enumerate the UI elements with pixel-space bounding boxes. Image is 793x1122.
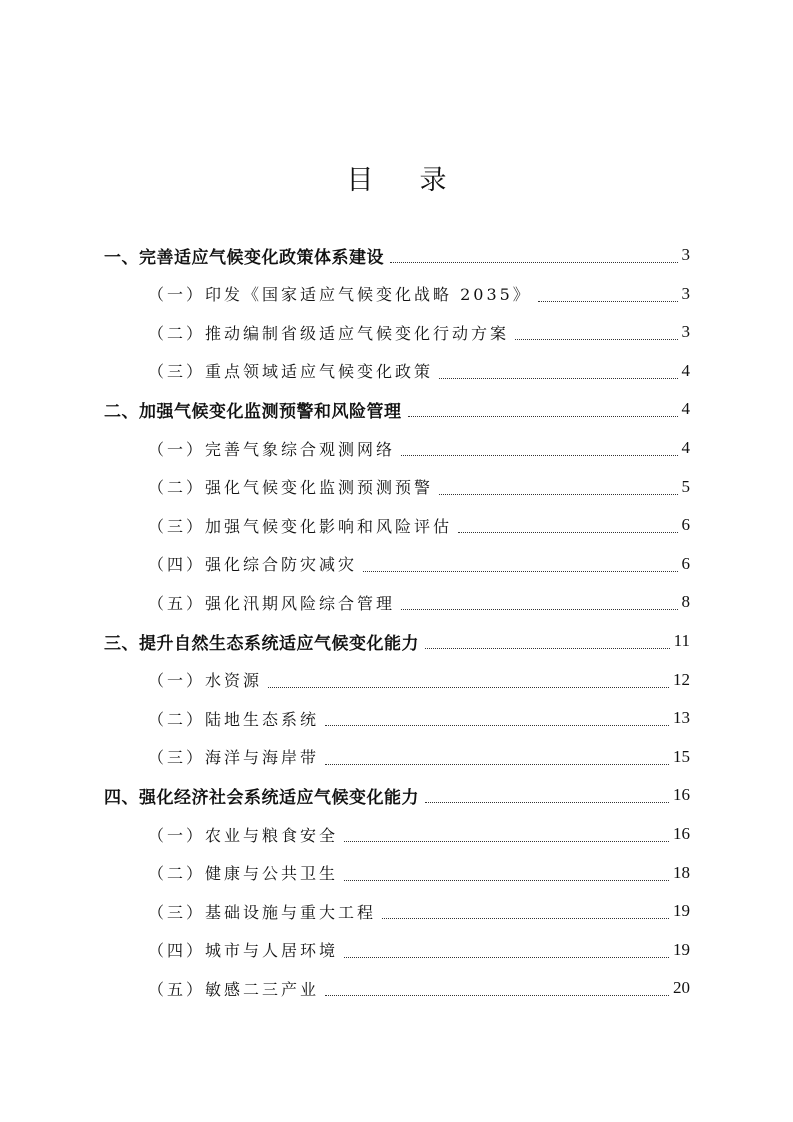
toc-section-entry[interactable] — [104, 236, 690, 274]
toc-dot-leader — [390, 261, 678, 263]
toc-dot-leader — [268, 686, 669, 688]
toc-page-number: 4 — [681, 399, 690, 419]
toc-entry-title: （三）加强气候变化影响和风险评估 — [148, 516, 453, 536]
toc-entry-title: （五）敏感二三产业 — [148, 979, 320, 999]
toc-section-entry[interactable] — [104, 622, 690, 660]
toc-dot-leader — [425, 801, 669, 803]
page-title-part-2: 录 — [419, 165, 447, 196]
toc-subsection-entry[interactable] — [148, 931, 690, 969]
toc-entry-title: （四）城市与人居环境 — [148, 941, 339, 961]
toc-dot-leader — [538, 300, 678, 302]
toc-page-number: 3 — [681, 322, 690, 342]
toc-page-number: 3 — [681, 245, 690, 264]
toc-entry-title: （二）陆地生态系统 — [148, 709, 320, 729]
toc-subsection-entry[interactable] — [148, 699, 690, 737]
toc-dot-leader — [515, 338, 677, 340]
toc-dot-leader — [425, 647, 670, 649]
toc-page-number: 18 — [673, 862, 690, 882]
toc-dot-leader — [439, 493, 677, 495]
toc-subsection-entry[interactable] — [148, 738, 690, 776]
toc-entry-title: （四）强化综合防灾减灾 — [148, 555, 358, 575]
toc-dot-leader — [439, 377, 677, 379]
toc-entry-title: （二）强化气候变化监测预测预警 — [148, 478, 434, 498]
toc-dot-leader — [325, 994, 669, 996]
toc-subsection-entry[interactable] — [148, 815, 690, 853]
toc-page-number: 19 — [673, 939, 690, 959]
toc-subsection-entry[interactable] — [148, 429, 690, 467]
toc-page-number: 13 — [673, 708, 690, 728]
toc-dot-leader — [408, 415, 678, 417]
toc-subsection-entry[interactable] — [148, 468, 690, 506]
toc-dot-leader — [458, 531, 677, 533]
toc-page-number: 5 — [681, 476, 690, 496]
toc-page-number: 4 — [681, 360, 690, 380]
toc-dot-leader — [325, 763, 669, 765]
toc-page-number: 4 — [681, 438, 690, 457]
toc-entry-title: 二、加强气候变化监测预警和风险管理 — [104, 401, 402, 422]
toc-page-number: 3 — [681, 283, 690, 303]
toc-dot-leader — [344, 956, 669, 958]
toc-entry-title: （三）重点领域适应气候变化政策 — [148, 362, 434, 382]
toc-section-entry[interactable] — [104, 390, 690, 428]
toc-page-number: 8 — [681, 592, 690, 612]
toc-page-number: 20 — [673, 978, 690, 998]
toc-page-number: 19 — [673, 901, 690, 921]
toc-page-number: 12 — [673, 669, 690, 689]
toc-dot-leader — [344, 840, 669, 842]
toc-subsection-entry[interactable] — [148, 275, 690, 313]
toc-entry-title: （一）水资源 — [148, 671, 263, 691]
page-title — [0, 158, 793, 197]
toc-page-number: 6 — [681, 553, 690, 573]
toc-entry-title: 三、提升自然生态系统适应气候变化能力 — [104, 633, 419, 654]
toc-entry-title: （五）强化汛期风险综合管理 — [148, 593, 396, 613]
toc-subsection-entry[interactable] — [148, 313, 690, 351]
toc-entry-title: （一）完善气象综合观测网络 — [148, 439, 396, 459]
toc-subsection-entry[interactable] — [148, 854, 690, 892]
toc-entry-title: （二）推动编制省级适应气候变化行动方案 — [148, 323, 510, 343]
toc-subsection-entry[interactable] — [148, 352, 690, 390]
toc-page-number: 6 — [681, 515, 690, 535]
toc-subsection-entry[interactable] — [148, 545, 690, 583]
toc-subsection-entry[interactable] — [148, 661, 690, 699]
toc-dot-leader — [382, 917, 669, 919]
toc-subsection-entry[interactable] — [148, 892, 690, 930]
toc-entry-title: （三）海洋与海岸带 — [148, 748, 320, 768]
toc-subsection-entry[interactable] — [148, 583, 690, 621]
toc-entry-title: （一）农业与粮食安全 — [148, 825, 339, 845]
toc-entry-title: （一）印发《国家适应气候变化战略 2035》 — [148, 285, 532, 305]
toc-page-number: 15 — [673, 746, 690, 766]
toc-page-number: 16 — [673, 824, 690, 843]
toc-entry-title: 一、完善适应气候变化政策体系建设 — [104, 247, 384, 268]
toc-dot-leader — [401, 608, 677, 610]
toc-page-number: 16 — [673, 785, 690, 805]
toc-page-number: 11 — [673, 631, 690, 650]
toc-dot-leader — [344, 879, 669, 881]
toc-entry-title: 四、强化经济社会系统适应气候变化能力 — [104, 787, 419, 808]
toc-section-entry[interactable] — [104, 776, 690, 814]
toc-entry-title: （三）基础设施与重大工程 — [148, 902, 377, 922]
toc-subsection-entry[interactable] — [148, 969, 690, 1007]
toc-dot-leader — [325, 724, 669, 726]
page-title-part-1: 目 — [346, 165, 374, 196]
toc-dot-leader — [401, 454, 677, 456]
toc-subsection-entry[interactable] — [148, 506, 690, 544]
toc-dot-leader — [363, 570, 677, 572]
toc-entry-title: （二）健康与公共卫生 — [148, 864, 339, 884]
